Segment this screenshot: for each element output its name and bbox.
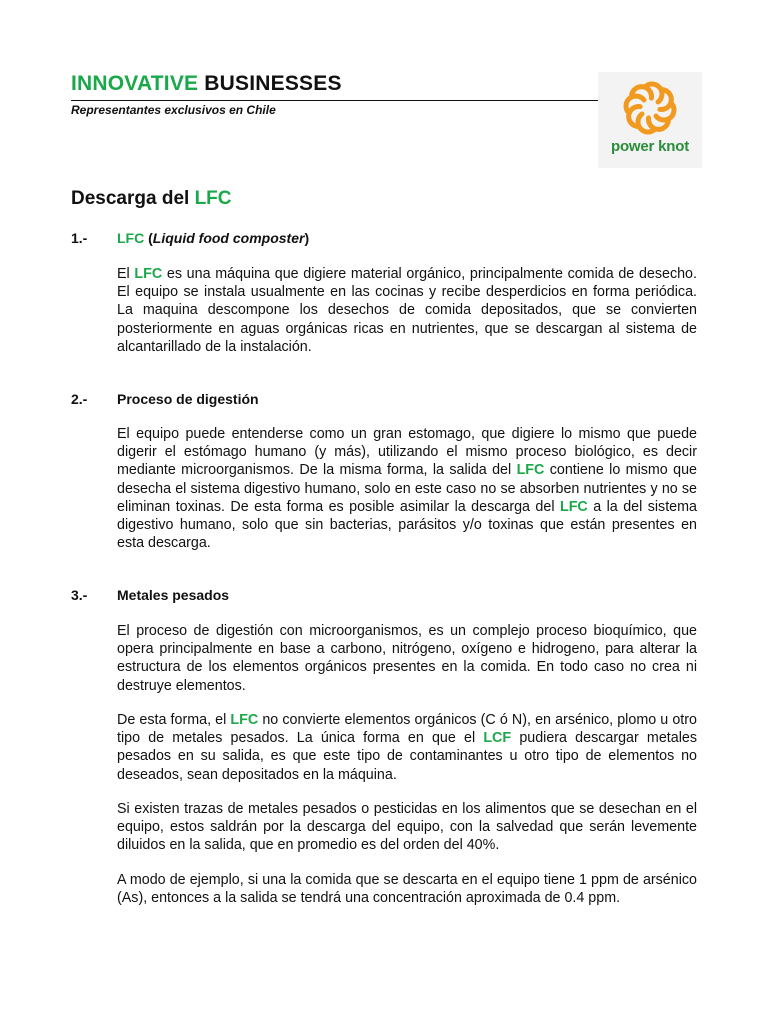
text-run: no convierte elementos orgánicos (C ó N), en arsénico, plomo u otro tipo de metales pesados. La única forma en que el xyxy=(117,712,697,747)
section-3-number: 3.- xyxy=(71,587,88,603)
lfc-highlight: LFC xyxy=(230,712,259,728)
text-run: El xyxy=(117,266,130,282)
section-2-heading xyxy=(71,391,259,407)
power-knot-logo xyxy=(598,72,702,168)
section-3-heading-text: Metales pesados xyxy=(117,587,230,603)
section-3-paragraph-4: A modo de ejemplo, si una la comida que se descarta en el equipo tiene 1 ppm de arsénico (As), entonces a la salida se tendrá una concentración aproximada de 0.4 ppm. xyxy=(117,872,697,907)
text-run: contiene lo mismo que desecha el sistema digestivo humano, solo en este caso no se absorben nutrientes y no se eliminan toxinas. De esta forma es posible asimilar la descarga del xyxy=(117,462,697,515)
section-1-paragraph-1 xyxy=(117,265,697,356)
document-title xyxy=(71,188,232,210)
section-1-heading xyxy=(71,230,309,246)
lcf-highlight: LCF xyxy=(483,730,512,747)
section-1-heading-open: ( xyxy=(148,230,153,246)
section-2-paragraph-1 xyxy=(117,425,697,552)
section-1-heading-green: LFC xyxy=(117,230,145,246)
title-highlight: LFC xyxy=(194,188,232,209)
title-prefix: Descarga del xyxy=(71,188,190,209)
section-3-paragraph-2 xyxy=(117,711,697,784)
logo-text: power knot xyxy=(610,138,689,155)
brand-businesses: BUSINESSES xyxy=(204,72,342,95)
swirl-logo-icon xyxy=(622,80,678,136)
section-3-paragraph-3: Si existen trazas de metales pesados o pesticidas en los alimentos que se desechan en el equipo, estos saldrán por la descarga del equipo, con la salvedad que serán levemente diluidos en la salida, que en promedio es del orden del 40%. xyxy=(117,801,697,854)
section-1-heading-close: ) xyxy=(304,230,310,246)
header-subtitle: Representantes exclusivos en Chile xyxy=(71,103,276,117)
section-2-number: 2.- xyxy=(71,391,88,407)
section-1-heading-italic: Liquid food composter xyxy=(152,230,305,246)
text-run: De esta forma, el xyxy=(117,712,227,728)
section-2-heading-text: Proceso de digestión xyxy=(117,391,259,407)
brand-innovative: INNOVATIVE xyxy=(71,72,199,95)
text-run: es una máquina que digiere material orgánico, principalmente comida de desecho. El equipo se instala usualmente en las cocinas y recibe desperdicios en forma periódica. La maquina descompone los desechos de comida depositados, que se convierten posteriormente en aguas orgánicas ricas en nutrientes, que se descargan al sistema de alcantarillado de la instalación. xyxy=(117,266,697,355)
text-run: a la del sistema digestivo humano, solo que sin bacterias, parásitos y/o toxinas que están presentes en esta descarga. xyxy=(117,498,697,552)
lfc-highlight: LFC xyxy=(516,462,545,479)
text-run: El equipo puede entenderse como un gran estomago, que digiere lo mismo que puede digerir el estómago humano (y más), utilizando el mismo proceso biológico, es decir mediante microorganismos. De la misma forma, la salida del xyxy=(117,426,697,479)
lfc-highlight: LFC xyxy=(134,266,163,282)
header-divider xyxy=(71,100,600,101)
text-run: pudiera descargar metales pesados en su salida, es que este tipo de contaminantes u otro tipo de elementos no deseados, sean depositados en la máquina. xyxy=(117,730,697,783)
header-title xyxy=(71,72,342,96)
section-3-heading xyxy=(71,587,229,603)
section-3-paragraph-1: El proceso de digestión con microorganismos, es un complejo proceso bioquímico, que opera principalmente en base a carbono, nitrógeno, oxígeno e hidrogeno, para alterar la estructura de los elementos orgánicos presentes en la comida. En todo caso no crea ni destruye elementos. xyxy=(117,623,697,694)
lfc-highlight: LFC xyxy=(559,498,588,515)
section-1-number: 1.- xyxy=(71,230,88,246)
